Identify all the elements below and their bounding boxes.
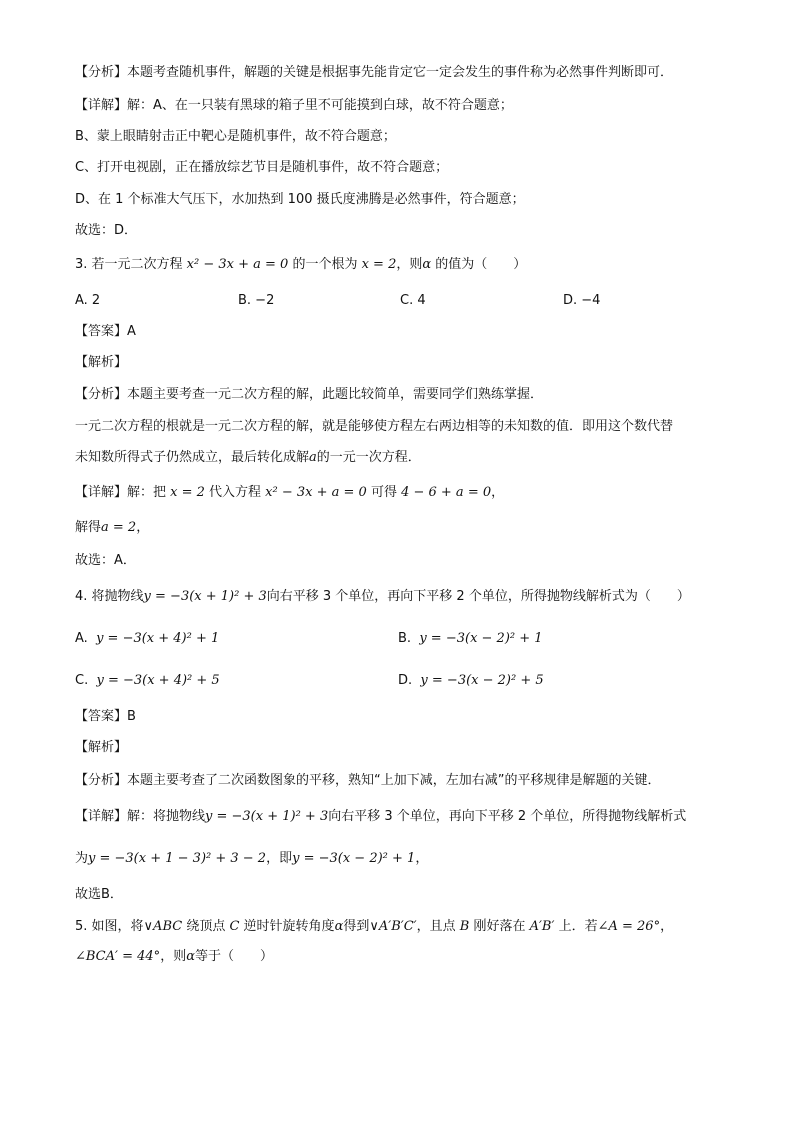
q3-option-d: D. −4 xyxy=(563,293,601,308)
q4-stem: 4. 将抛物线y = −3(x + 1)² + 3向右平移 3 个单位，再向下平移 2 个单位，所得抛物线解析式为（ ） xyxy=(75,589,690,604)
q4-option-a: A. y = −3(x + 4)² + 1 xyxy=(75,631,220,646)
q2-option-b-explain: B、蒙上眼睛射击正中靶心是随机事件，故不符合题意； xyxy=(75,129,396,144)
q4-answer: 【答案】B xyxy=(75,709,136,724)
q3-analysis: 【分析】本题主要考查一元二次方程的解，此题比较简单，需要同学们熟练掌握． xyxy=(75,387,544,402)
q3-text-2: 未知数所得式子仍然成立，最后转化成解a的一元一次方程． xyxy=(75,450,421,465)
q3-choice: 故选：A． xyxy=(75,553,136,568)
q4-option-c: C. y = −3(x + 4)² + 5 xyxy=(75,673,220,688)
q5-stem-line-1: 5. 如图，将∨ABC 绕顶点 C 逆时针旋转角度α得到∨A′B′C′，且点 B 刚好落在 A′B′ 上．若∠A = 26°， xyxy=(75,919,674,934)
q3-option-a: A. 2 xyxy=(75,293,101,308)
q3-equation: x² − 3x + a = 0 xyxy=(186,257,289,272)
q3-jiexi-heading: 【解析】 xyxy=(75,355,128,370)
q3-root: x = 2 xyxy=(361,257,397,272)
q3-option-c: C. 4 xyxy=(400,293,426,308)
q2-choice: 故选：D． xyxy=(75,223,138,238)
q2-option-c-explain: C、打开电视剧，正在播放综艺节目是随机事件，故不符合题意； xyxy=(75,160,449,175)
q5-stem-line-2: ∠BCA′ = 44°，则α等于（ ） xyxy=(75,949,273,964)
q3-option-b: B. −2 xyxy=(238,293,275,308)
q3-solve: 解得a = 2， xyxy=(75,520,150,535)
q3-answer: 【答案】A xyxy=(75,324,136,339)
q3-stem: 3. 若一元二次方程 x² − 3x + a = 0 的一个根为 x = 2，则α 的值为（ ） xyxy=(75,257,527,272)
q4-choice: 故选B． xyxy=(75,887,123,902)
q4-option-b: B. y = −3(x − 2)² + 1 xyxy=(398,631,543,646)
q4-jiexi-heading: 【解析】 xyxy=(75,740,128,755)
q2-analysis: 【分析】本题考查随机事件，解题的关键是根据事先能肯定它一定会发生的事件称为必然事件判断即可． xyxy=(75,65,674,80)
q4-detail: 【详解】解：将抛物线y = −3(x + 1)² + 3向右平移 3 个单位，再向下平移 2 个单位，所得抛物线解析式 xyxy=(75,809,687,824)
q3-text-1: 一元二次方程的根就是一元二次方程的解，就是能够使方程左右两边相等的未知数的值．即用这个数代替 xyxy=(75,419,674,434)
q4-result: 为y = −3(x + 1 − 3)² + 3 − 2，即y = −3(x − 2)² + 1， xyxy=(75,851,429,866)
q2-option-d-explain: D、在 1 个标准大气压下，水加热到 100 摄氏度沸腾是必然事件，符合题意； xyxy=(75,192,525,207)
q2-detail: 【详解】解：A、在一只装有黑球的箱子里不可能摸到白球，故不符合题意； xyxy=(75,98,513,113)
q3-detail: 【详解】解：把 x = 2 代入方程 x² − 3x + a = 0 可得 4 − 6 + a = 0， xyxy=(75,485,505,500)
q4-analysis: 【分析】本题主要考查了二次函数图象的平移，熟知“上加下减，左加右减”的平移规律是解题的关键． xyxy=(75,773,661,788)
q4-option-d: D. y = −3(x − 2)² + 5 xyxy=(398,673,544,688)
q4-parabola: y = −3(x + 1)² + 3 xyxy=(143,589,267,604)
